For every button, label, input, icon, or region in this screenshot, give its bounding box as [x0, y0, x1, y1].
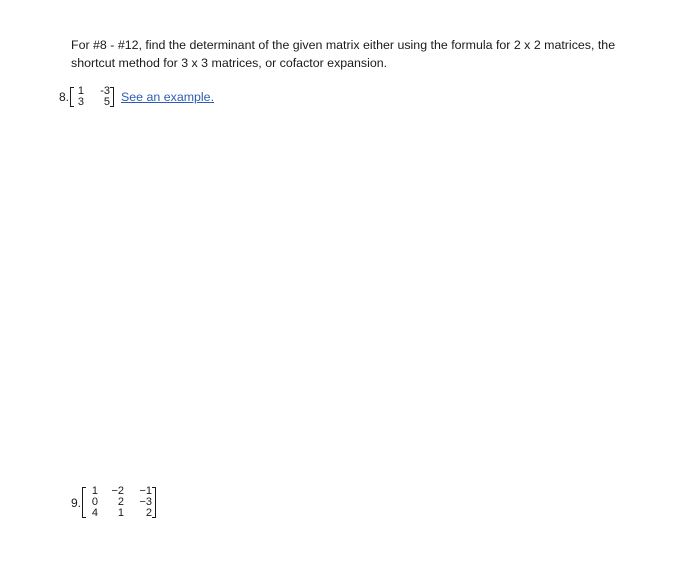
- matrix-cell: 2: [117, 496, 125, 508]
- matrix-cell: -3: [100, 85, 111, 97]
- matrix-cell: 1: [117, 507, 125, 519]
- problem-9-matrix: [82, 486, 156, 519]
- problem-8: [59, 86, 214, 108]
- instructions-line-2: shortcut method for 3 x 3 matrices, or cofactor expansion.: [71, 56, 388, 70]
- matrix-cell: 3: [77, 96, 85, 108]
- instructions-paragraph: [71, 36, 641, 72]
- matrix-cell: 1: [91, 485, 99, 497]
- see-example-link[interactable]: See an example.: [121, 90, 215, 104]
- matrix-cell: 4: [91, 507, 99, 519]
- problem-8-number: 8.: [59, 90, 70, 104]
- matrix-cell: −3: [139, 496, 153, 508]
- matrix-cell: −1: [139, 485, 153, 497]
- problem-9-number: 9.: [71, 495, 82, 510]
- matrix-cell: −2: [111, 485, 125, 497]
- problem-8-matrix: [70, 86, 114, 108]
- matrix-cell: 1: [77, 85, 85, 97]
- instructions-line-1: For #8 - #12, find the determinant of the given matrix either using the formula for 2 x 2 matrices, the: [71, 38, 616, 52]
- matrix-cell: 5: [103, 96, 111, 108]
- problem-9: [71, 486, 156, 519]
- matrix-cell: 0: [91, 496, 99, 508]
- matrix-cell: 2: [145, 507, 153, 519]
